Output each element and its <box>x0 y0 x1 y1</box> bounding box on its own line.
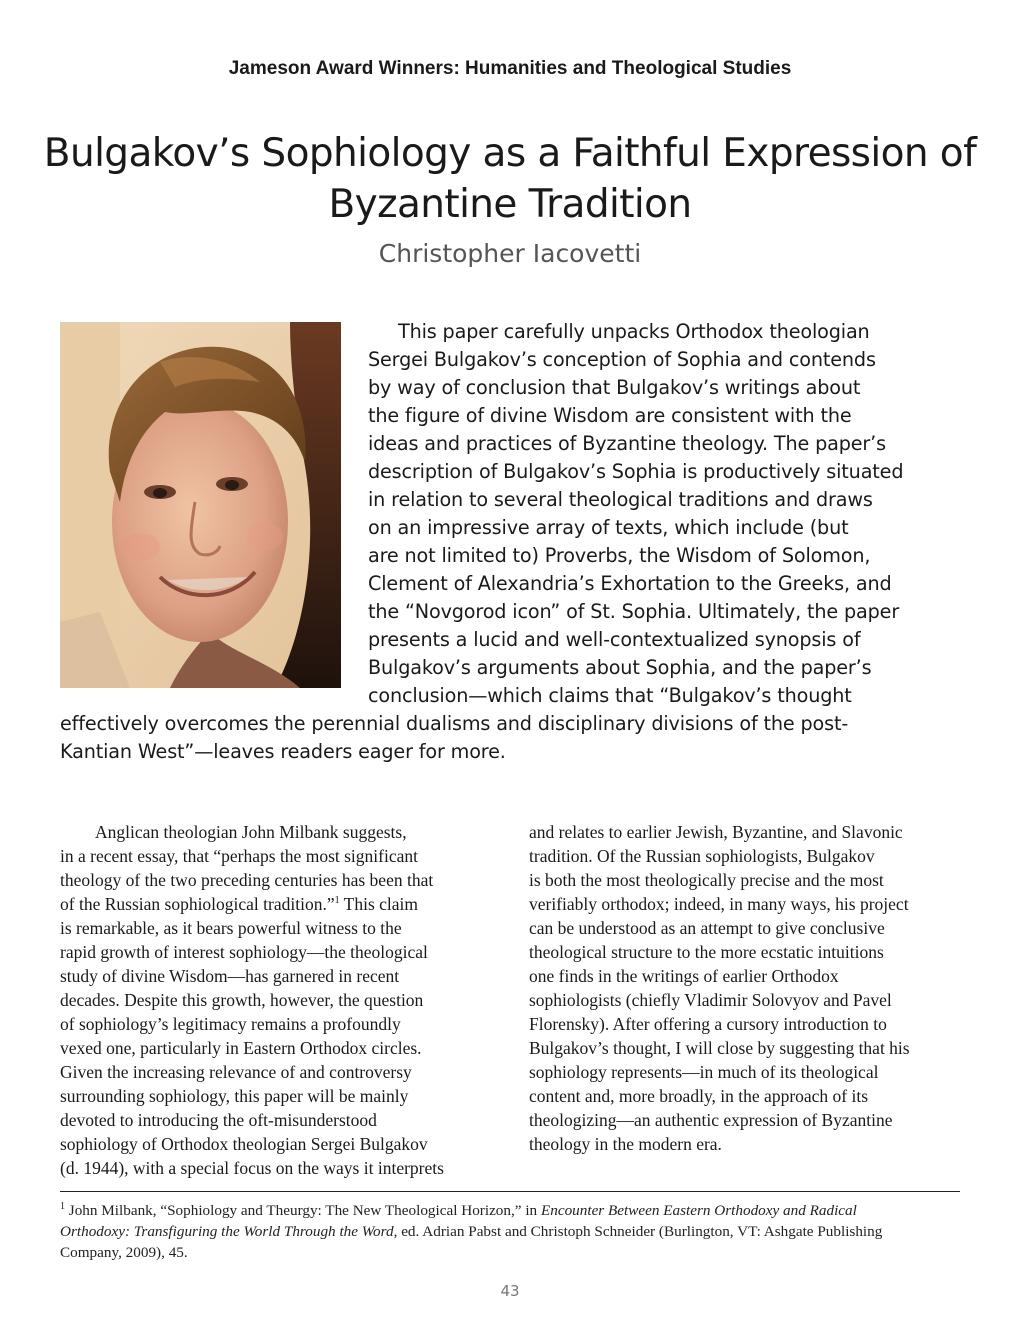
page-number: 43 <box>500 1282 520 1300</box>
body-line: Given the increasing relevance of and controversy <box>60 1062 412 1082</box>
body-text: This claim <box>339 894 419 914</box>
body-line: surrounding sophiology, this paper will be mainly <box>60 1086 409 1106</box>
body-line: can be understood as an attempt to give conclusive <box>529 918 885 938</box>
abstract-line: description of Bulgakov’s Sophia is productively situated <box>368 460 904 483</box>
body-line: vexed one, particularly in Eastern Orthodox circles. <box>60 1038 422 1058</box>
abstract-line: This paper carefully unpacks Orthodox theologian <box>398 320 870 343</box>
author-name: Christopher Iacovetti <box>378 239 642 268</box>
abstract-line: the figure of divine Wisdom are consistent with the <box>368 404 852 427</box>
footnote-divider <box>60 1191 960 1192</box>
body-column-left <box>60 820 500 1180</box>
footnote-number: 1 <box>60 1200 65 1212</box>
footnote <box>60 1200 965 1263</box>
body-column-right <box>529 820 969 1156</box>
abstract-line: in relation to several theological traditions and draws <box>368 488 873 511</box>
footnote-book-title: Orthodoxy: Transfiguring the World Through the Word <box>60 1223 394 1240</box>
body-line: (d. 1944), with a special focus on the ways it interprets <box>60 1158 444 1178</box>
body-line: theology of the two preceding centuries has been that <box>60 870 434 890</box>
footnote-line: Company, 2009), 45. <box>60 1244 188 1261</box>
abstract-line: are not limited to) Proverbs, the Wisdom of Solomon, <box>368 544 871 567</box>
author-portrait-illustration <box>60 322 341 688</box>
abstract-line: Sergei Bulgakov’s conception of Sophia and contends <box>368 348 876 371</box>
abstract-line: effectively overcomes the perennial dualisms and disciplinary divisions of the post- <box>60 712 849 735</box>
body-line: Florensky). After offering a cursory introduction to <box>529 1014 887 1034</box>
body-line: verifiably orthodox; indeed, in many ways, his project <box>529 894 909 914</box>
footnote-book-title: Encounter Between Eastern Orthodoxy and Radical <box>540 1202 857 1219</box>
abstract-line: on an impressive array of texts, which include (but <box>368 516 849 539</box>
body-line: content and, more broadly, in the approach of its <box>529 1086 869 1106</box>
body-line: theologizing—an authentic expression of Byzantine <box>529 1110 893 1130</box>
footnote-marker: 1 <box>334 895 340 907</box>
body-line: devoted to introducing the oft-misunderstood <box>60 1110 377 1130</box>
abstract-line: Bulgakov’s arguments about Sophia, and the paper’s <box>368 656 872 679</box>
body-line: theology in the modern era. <box>529 1134 722 1154</box>
abstract-line: ideas and practices of Byzantine theology. The paper’s <box>368 432 886 455</box>
body-line: Anglican theologian John Milbank suggests, <box>95 822 407 842</box>
footnote-line <box>60 1200 965 1221</box>
body-text: of the Russian sophiological tradition.” <box>60 894 335 914</box>
body-line: of sophiology’s legitimacy remains a profoundly <box>60 1014 401 1034</box>
footnote-text: , ed. Adrian Pabst and Christoph Schneider (Burlington, VT: Ashgate Publishing <box>393 1223 883 1240</box>
abstract-line: the “Novgorod icon” of St. Sophia. Ultimately, the paper <box>368 600 900 623</box>
running-header: Jameson Award Winners: Humanities and Theological Studies <box>228 58 792 79</box>
body-line: and relates to earlier Jewish, Byzantine, and Slavonic <box>529 822 903 842</box>
body-line: study of divine Wisdom—has garnered in recent <box>60 966 400 986</box>
abstract-line: Clement of Alexandria’s Exhortation to the Greeks, and <box>368 572 892 595</box>
body-line-with-footnote <box>60 892 500 916</box>
body-line: sophiologists (chiefly Vladimir Solovyov and Pavel <box>529 990 892 1010</box>
body-line: is both the most theologically precise and the most <box>529 870 884 890</box>
body-line: theological structure to the more ecstatic intuitions <box>529 942 884 962</box>
abstract-line: presents a lucid and well-contextualized synopsis of <box>368 628 861 651</box>
article-title <box>40 128 980 230</box>
body-line: in a recent essay, that “perhaps the most significant <box>60 846 418 866</box>
title-line: Byzantine Tradition <box>328 182 692 227</box>
body-line: sophiology of Orthodox theologian Sergei Bulgakov <box>60 1134 428 1154</box>
body-line: Bulgakov’s thought, I will close by suggesting that his <box>529 1038 910 1058</box>
footnote-line <box>60 1221 965 1242</box>
body-line: decades. Despite this growth, however, the question <box>60 990 424 1010</box>
abstract-line: Kantian West”—leaves readers eager for more. <box>60 740 506 763</box>
body-line: one finds in the writings of earlier Orthodox <box>529 966 839 986</box>
body-line: tradition. Of the Russian sophiologists, Bulgakov <box>529 846 875 866</box>
abstract-line: by way of conclusion that Bulgakov’s writings about <box>368 376 861 399</box>
body-line: sophiology represents—in much of its theological <box>529 1062 879 1082</box>
footnote-text: John Milbank, “Sophiology and Theurgy: The New Theological Horizon,” in <box>65 1202 541 1219</box>
author-photo <box>60 322 341 688</box>
abstract-line: conclusion—which claims that “Bulgakov’s thought <box>368 684 852 707</box>
body-line: is remarkable, as it bears powerful witness to the <box>60 918 402 938</box>
title-line: Bulgakov’s Sophiology as a Faithful Expression of <box>43 131 977 176</box>
body-line: rapid growth of interest sophiology—the theological <box>60 942 428 962</box>
